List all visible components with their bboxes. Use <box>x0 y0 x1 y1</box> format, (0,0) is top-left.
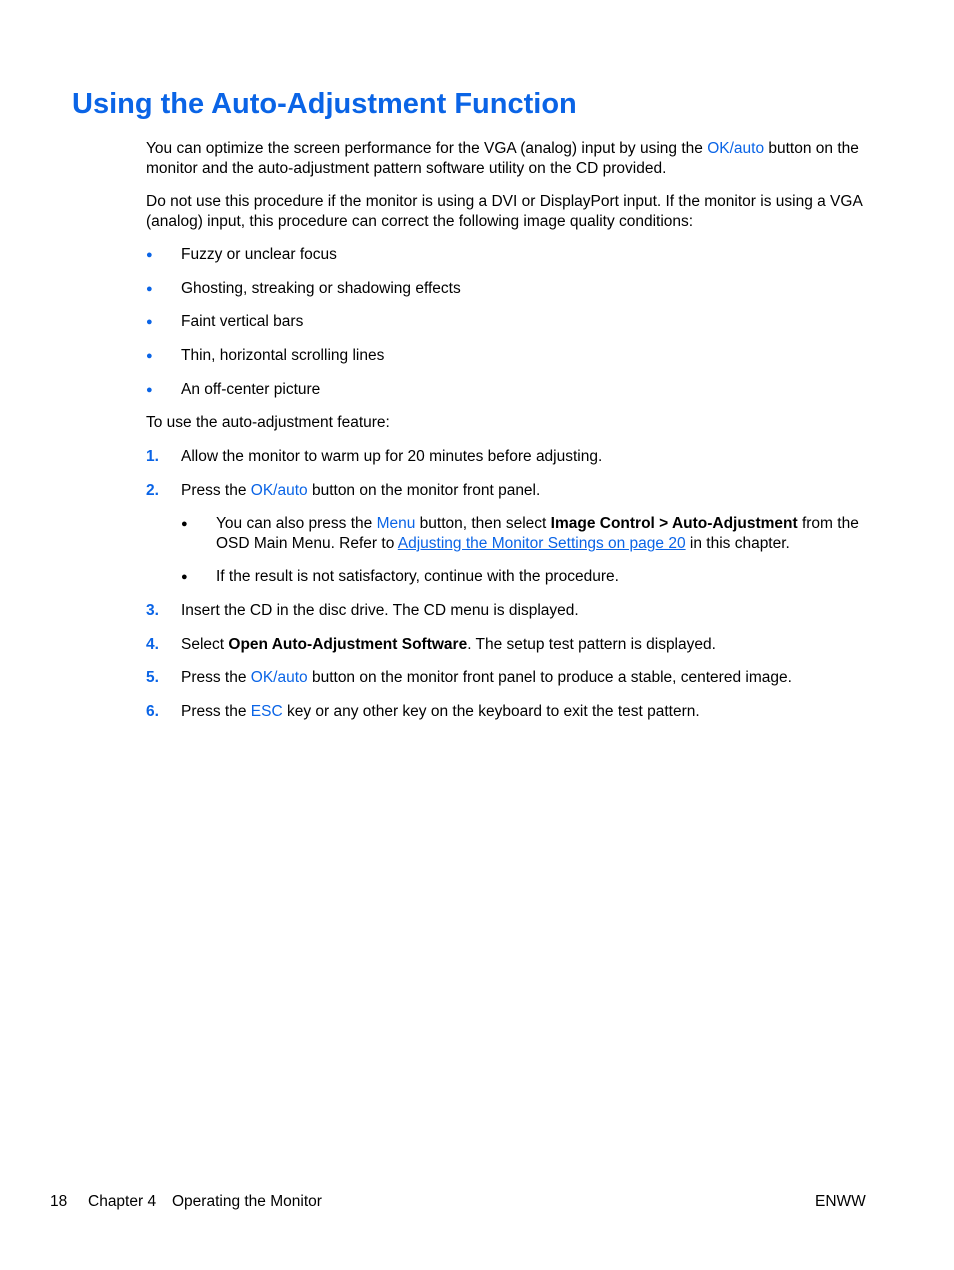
bullet-icon: ● <box>146 384 153 396</box>
menu-button-ref: Menu <box>376 515 416 532</box>
footer-locale: ENWW <box>815 1193 866 1210</box>
intro-paragraph: You can optimize the screen performance for the VGA (analog) input by using the OK/auto button on the monitor and the auto-adjustment pattern software utility on the CD provided. <box>146 140 859 177</box>
esc-key-ref: ESC <box>250 703 283 720</box>
bullet-icon: ● <box>146 283 153 295</box>
page-number: 18 <box>50 1193 68 1210</box>
step-number: 4. <box>146 636 159 653</box>
bullet-icon: ● <box>181 571 188 583</box>
step-number: 2. <box>146 482 159 499</box>
steps-intro: To use the auto-adjustment feature: <box>146 414 390 431</box>
ok-auto-button-ref: OK/auto <box>250 482 308 499</box>
bullet-icon: ● <box>181 518 188 530</box>
page-title: Using the Auto-Adjustment Function <box>72 88 577 120</box>
bullet-icon: ● <box>146 350 153 362</box>
adjusting-settings-link[interactable]: Adjusting the Monitor Settings on page 20 <box>397 535 686 552</box>
ok-auto-button-ref: OK/auto <box>250 669 308 686</box>
step-number: 5. <box>146 669 159 686</box>
ok-auto-button-ref: OK/auto <box>707 140 765 157</box>
bullet-icon: ● <box>146 316 153 328</box>
step-number: 6. <box>146 703 159 720</box>
bullet-icon: ● <box>146 249 153 261</box>
conditions-paragraph: Do not use this procedure if the monitor is using a DVI or DisplayPort input. If the monitor is using a VGA (analog) input, this procedure can correct the following image quality conditions: <box>146 193 862 230</box>
step-number: 1. <box>146 448 159 465</box>
footer-chapter-title: Operating the Monitor <box>172 1193 322 1210</box>
footer-chapter: Chapter 4 <box>88 1193 157 1210</box>
step-number: 3. <box>146 602 159 619</box>
